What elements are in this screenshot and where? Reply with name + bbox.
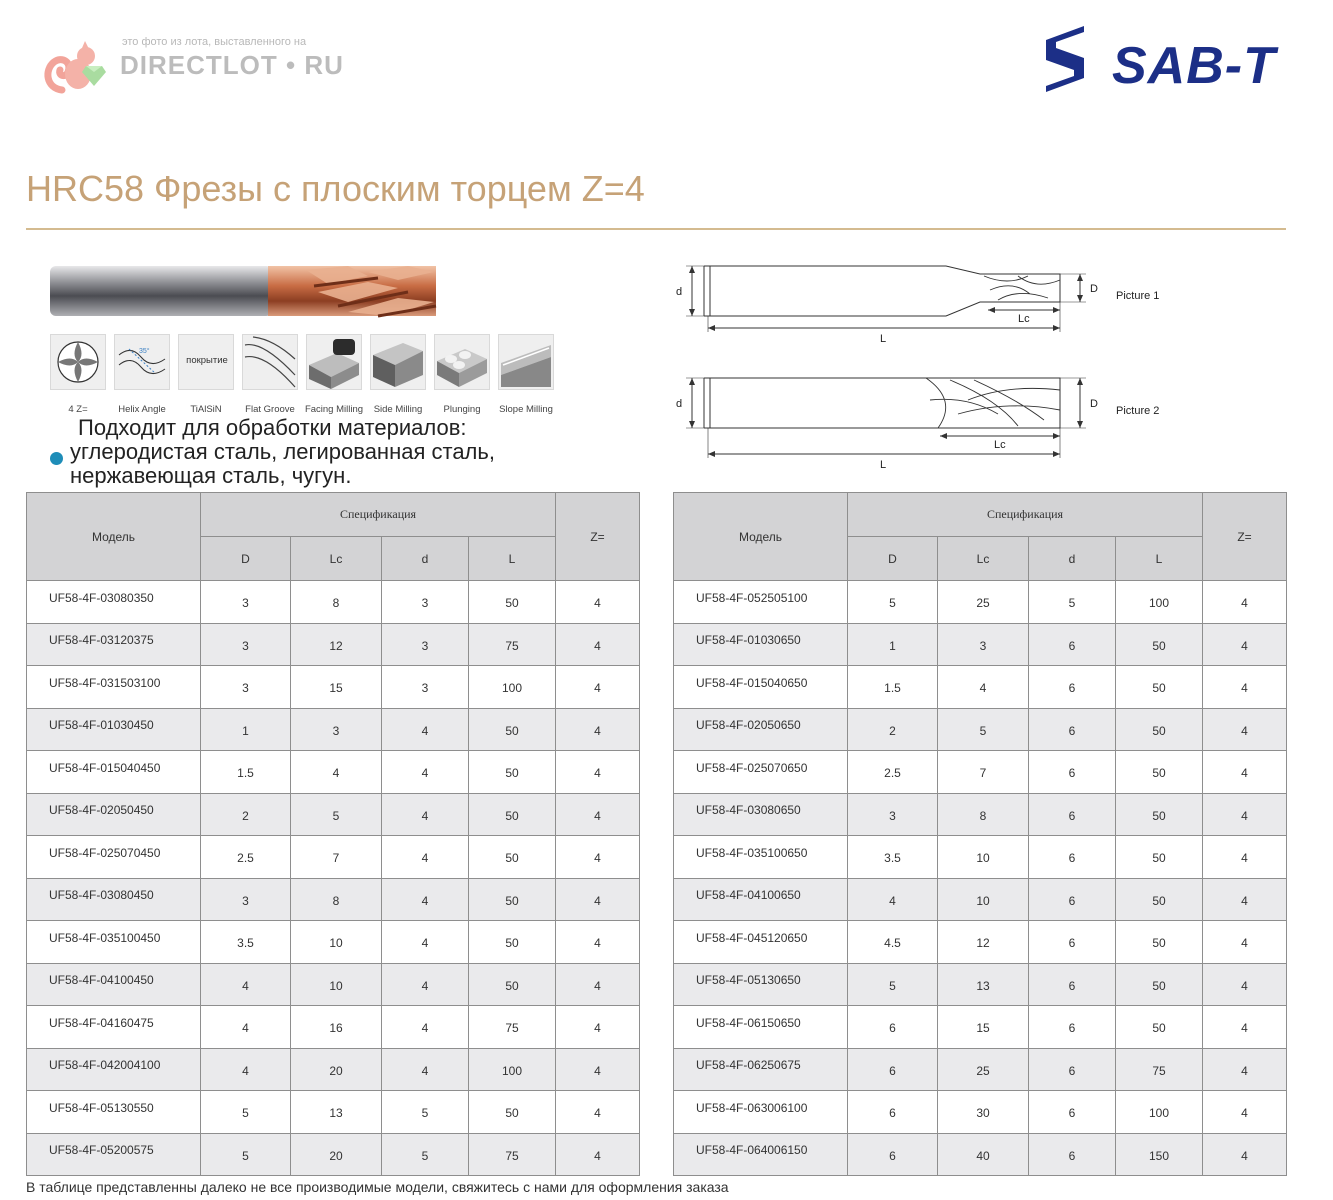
cell-D: 2 xyxy=(848,708,938,751)
helix-angle-icon xyxy=(114,334,170,390)
flat-groove-icon xyxy=(242,334,298,390)
flute-cross-section-icon xyxy=(50,334,106,390)
cell-Lc: 12 xyxy=(291,623,382,666)
cell-model: UF58-4F-03080650 xyxy=(674,793,848,836)
cell-D: 5 xyxy=(848,963,938,1006)
coating-text: покрытие xyxy=(186,355,228,366)
cell-D: 1 xyxy=(201,708,291,751)
cell-Lc: 30 xyxy=(938,1091,1029,1134)
cell-Lc: 25 xyxy=(938,1048,1029,1091)
watermark-brand: DIRECTLOT • RU xyxy=(120,50,344,80)
cell-d: 4 xyxy=(382,708,469,751)
cell-z: 4 xyxy=(1203,1006,1287,1049)
cell-D: 4 xyxy=(201,963,291,1006)
table-row xyxy=(674,623,1287,666)
feature-label-helix: Helix Angle xyxy=(118,404,166,415)
materials-text xyxy=(70,416,495,488)
cell-model: UF58-4F-063006100 xyxy=(674,1091,848,1134)
cell-model: UF58-4F-015040450 xyxy=(27,751,201,794)
cell-model: UF58-4F-03120375 xyxy=(27,623,201,666)
end-mill-photo xyxy=(48,262,440,320)
cell-model: UF58-4F-04100450 xyxy=(27,963,201,1006)
dimension-diagram xyxy=(668,250,1188,472)
cell-D: 2 xyxy=(201,793,291,836)
cell-d: 4 xyxy=(382,836,469,879)
feature-label-side: Side Milling xyxy=(373,404,423,415)
pic1-d-label: d xyxy=(676,286,683,298)
cell-L: 50 xyxy=(1116,836,1203,879)
feature-label-slope: Slope Milling xyxy=(499,404,553,415)
pic2-D-label: D xyxy=(1090,398,1098,410)
header-spec: Спецификация xyxy=(201,493,556,537)
cell-D: 6 xyxy=(848,1133,938,1176)
cell-Lc: 5 xyxy=(938,708,1029,751)
cell-L: 50 xyxy=(469,836,556,879)
cell-Lc: 10 xyxy=(938,878,1029,921)
cell-model: UF58-4F-05130650 xyxy=(674,963,848,1006)
header-z: Z= xyxy=(556,493,640,581)
table-row xyxy=(27,666,640,709)
header-model: Модель xyxy=(27,493,201,581)
cell-model: UF58-4F-025070450 xyxy=(27,836,201,879)
cell-z: 4 xyxy=(1203,963,1287,1006)
cell-Lc: 16 xyxy=(291,1006,382,1049)
pic1-D-label: D xyxy=(1090,283,1098,295)
cell-z: 4 xyxy=(556,581,640,624)
cell-model: UF58-4F-06150650 xyxy=(674,1006,848,1049)
coating-icon xyxy=(178,334,234,390)
side-milling-icon xyxy=(370,334,426,390)
cell-d: 4 xyxy=(382,1048,469,1091)
table-row xyxy=(674,1048,1287,1091)
cell-L: 50 xyxy=(1116,751,1203,794)
cell-D: 3 xyxy=(201,666,291,709)
table-row xyxy=(27,1006,640,1049)
cell-z: 4 xyxy=(556,623,640,666)
feature-icons xyxy=(48,334,568,420)
cell-z: 4 xyxy=(556,878,640,921)
cell-D: 1.5 xyxy=(201,751,291,794)
cell-model: UF58-4F-045120650 xyxy=(674,921,848,964)
table-row xyxy=(674,751,1287,794)
cell-D: 1.5 xyxy=(848,666,938,709)
cell-Lc: 10 xyxy=(291,963,382,1006)
table-row xyxy=(674,1091,1287,1134)
helix-angle-value: 35° xyxy=(139,348,150,355)
cell-Lc: 3 xyxy=(938,623,1029,666)
cell-L: 50 xyxy=(469,751,556,794)
cell-D: 4 xyxy=(201,1006,291,1049)
table-row xyxy=(674,921,1287,964)
cell-d: 5 xyxy=(1029,581,1116,624)
cell-Lc: 13 xyxy=(938,963,1029,1006)
cell-model: UF58-4F-064006150 xyxy=(674,1133,848,1176)
cell-z: 4 xyxy=(556,963,640,1006)
cell-Lc: 8 xyxy=(938,793,1029,836)
cell-model: UF58-4F-042004100 xyxy=(27,1048,201,1091)
title-divider xyxy=(26,228,1286,230)
cell-Lc: 3 xyxy=(291,708,382,751)
pic2-d-label: d xyxy=(676,398,683,410)
feature-label-flutes: 4 Z= xyxy=(68,404,88,415)
header-D: D xyxy=(201,537,291,581)
table-row xyxy=(674,878,1287,921)
cell-D: 6 xyxy=(848,1091,938,1134)
cell-d: 6 xyxy=(1029,751,1116,794)
cell-L: 50 xyxy=(469,708,556,751)
cell-z: 4 xyxy=(556,1006,640,1049)
cell-z: 4 xyxy=(1203,581,1287,624)
cell-L: 100 xyxy=(1116,581,1203,624)
cell-model: UF58-4F-025070650 xyxy=(674,751,848,794)
cell-d: 6 xyxy=(1029,1091,1116,1134)
cell-d: 6 xyxy=(1029,963,1116,1006)
header-Lc: Lc xyxy=(291,537,382,581)
cell-model: UF58-4F-02050650 xyxy=(674,708,848,751)
cell-L: 50 xyxy=(469,921,556,964)
materials-list-2: нержавеющая сталь, чугун. xyxy=(70,463,352,488)
cell-D: 3.5 xyxy=(848,836,938,879)
table-row xyxy=(27,836,640,879)
feature-label-flat-groove: Flat Groove xyxy=(245,404,295,415)
cell-z: 4 xyxy=(1203,1048,1287,1091)
cell-L: 50 xyxy=(1116,1006,1203,1049)
cell-Lc: 7 xyxy=(291,836,382,879)
cell-model: UF58-4F-015040650 xyxy=(674,666,848,709)
cell-d: 4 xyxy=(382,921,469,964)
cell-model: UF58-4F-02050450 xyxy=(27,793,201,836)
cell-z: 4 xyxy=(556,751,640,794)
logo-text: SAB-T xyxy=(1112,37,1276,95)
cell-z: 4 xyxy=(556,1091,640,1134)
cell-L: 50 xyxy=(1116,793,1203,836)
cell-D: 3 xyxy=(201,581,291,624)
header-d: d xyxy=(1029,537,1116,581)
table-row xyxy=(27,708,640,751)
cell-model: UF58-4F-035100650 xyxy=(674,836,848,879)
cell-d: 6 xyxy=(1029,1133,1116,1176)
cell-D: 3 xyxy=(201,878,291,921)
cell-L: 50 xyxy=(1116,623,1203,666)
table-row xyxy=(27,878,640,921)
cell-L: 50 xyxy=(469,878,556,921)
cell-L: 100 xyxy=(469,666,556,709)
cell-Lc: 13 xyxy=(291,1091,382,1134)
table-row xyxy=(674,963,1287,1006)
cell-D: 1 xyxy=(848,623,938,666)
materials-list-1: углеродистая сталь, легированная сталь, xyxy=(70,439,495,464)
cell-D: 5 xyxy=(848,581,938,624)
cell-D: 6 xyxy=(848,1048,938,1091)
cell-L: 50 xyxy=(1116,708,1203,751)
cell-d: 3 xyxy=(382,666,469,709)
cell-Lc: 5 xyxy=(291,793,382,836)
cell-Lc: 4 xyxy=(938,666,1029,709)
cell-D: 2.5 xyxy=(848,751,938,794)
cell-L: 100 xyxy=(1116,1091,1203,1134)
cell-z: 4 xyxy=(1203,1133,1287,1176)
cell-d: 6 xyxy=(1029,836,1116,879)
cell-Lc: 4 xyxy=(291,751,382,794)
cell-L: 50 xyxy=(1116,963,1203,1006)
table-row xyxy=(674,793,1287,836)
cell-L: 75 xyxy=(1116,1048,1203,1091)
cell-d: 6 xyxy=(1029,878,1116,921)
cell-model: UF58-4F-04160475 xyxy=(27,1006,201,1049)
cell-z: 4 xyxy=(556,793,640,836)
cell-z: 4 xyxy=(1203,836,1287,879)
table-row xyxy=(27,1133,640,1176)
table-row xyxy=(27,581,640,624)
cell-L: 75 xyxy=(469,623,556,666)
cell-d: 6 xyxy=(1029,1006,1116,1049)
cell-model: UF58-4F-01030650 xyxy=(674,623,848,666)
cell-d: 3 xyxy=(382,581,469,624)
cell-z: 4 xyxy=(556,1133,640,1176)
cell-Lc: 15 xyxy=(291,666,382,709)
cell-d: 6 xyxy=(1029,793,1116,836)
cell-L: 50 xyxy=(469,793,556,836)
cell-model: UF58-4F-035100450 xyxy=(27,921,201,964)
cell-L: 50 xyxy=(469,581,556,624)
cell-d: 6 xyxy=(1029,921,1116,964)
table-row xyxy=(674,581,1287,624)
pic1-L-label: L xyxy=(880,333,887,345)
cell-model: UF58-4F-03080450 xyxy=(27,878,201,921)
cell-d: 6 xyxy=(1029,623,1116,666)
cell-z: 4 xyxy=(556,666,640,709)
table-row xyxy=(27,793,640,836)
cell-z: 4 xyxy=(1203,793,1287,836)
cell-L: 50 xyxy=(1116,921,1203,964)
cell-D: 4 xyxy=(201,1048,291,1091)
cell-L: 100 xyxy=(469,1048,556,1091)
table-row xyxy=(674,1133,1287,1176)
cell-Lc: 7 xyxy=(938,751,1029,794)
cell-d: 6 xyxy=(1029,666,1116,709)
cell-d: 6 xyxy=(1029,708,1116,751)
header-Lc: Lc xyxy=(938,537,1029,581)
cell-Lc: 15 xyxy=(938,1006,1029,1049)
spec-table-left xyxy=(26,492,640,1176)
cell-L: 50 xyxy=(1116,878,1203,921)
cell-z: 4 xyxy=(556,708,640,751)
cell-L: 75 xyxy=(469,1006,556,1049)
bullet-icon xyxy=(50,452,63,465)
cell-d: 4 xyxy=(382,963,469,1006)
spec-table-right xyxy=(673,492,1287,1176)
table-row xyxy=(27,751,640,794)
cell-D: 5 xyxy=(201,1091,291,1134)
spec-table-right-body xyxy=(674,581,1287,1176)
squirrel-icon xyxy=(42,40,108,94)
cell-D: 3.5 xyxy=(201,921,291,964)
table-row xyxy=(27,623,640,666)
cell-z: 4 xyxy=(556,1048,640,1091)
picture-2-drawing xyxy=(676,378,1159,471)
cell-z: 4 xyxy=(556,921,640,964)
picture-2-caption: Picture 2 xyxy=(1116,405,1160,417)
cell-z: 4 xyxy=(1203,666,1287,709)
cell-Lc: 10 xyxy=(938,836,1029,879)
cell-D: 5 xyxy=(201,1133,291,1176)
cell-L: 50 xyxy=(469,963,556,1006)
cell-z: 4 xyxy=(1203,1091,1287,1134)
cell-z: 4 xyxy=(556,836,640,879)
cell-model: UF58-4F-052505100 xyxy=(674,581,848,624)
slope-milling-icon xyxy=(498,334,554,390)
cell-Lc: 12 xyxy=(938,921,1029,964)
cell-z: 4 xyxy=(1203,623,1287,666)
cell-L: 50 xyxy=(469,1091,556,1134)
header-L: L xyxy=(1116,537,1203,581)
table-row xyxy=(27,1048,640,1091)
cell-d: 6 xyxy=(1029,1048,1116,1091)
cell-Lc: 40 xyxy=(938,1133,1029,1176)
header-L: L xyxy=(469,537,556,581)
cell-model: UF58-4F-05130550 xyxy=(27,1091,201,1134)
cell-d: 4 xyxy=(382,878,469,921)
page-title: HRC58 Фрезы с плоским торцем Z=4 xyxy=(26,168,645,209)
spec-table-left-body xyxy=(27,581,640,1176)
facing-milling-icon xyxy=(306,334,362,390)
cell-d: 4 xyxy=(382,793,469,836)
footnote: В таблице представленны далеко не все производимые модели, свяжитесь с нами для оформления заказа xyxy=(26,1179,729,1195)
cell-D: 4.5 xyxy=(848,921,938,964)
cell-L: 50 xyxy=(1116,666,1203,709)
header-z: Z= xyxy=(1203,493,1287,581)
cell-model: UF58-4F-06250675 xyxy=(674,1048,848,1091)
watermark-tagline: это фото из лота, выставленного на xyxy=(122,36,307,48)
picture-1-caption: Picture 1 xyxy=(1116,290,1160,302)
cell-Lc: 20 xyxy=(291,1048,382,1091)
header-D: D xyxy=(848,537,938,581)
cell-Lc: 10 xyxy=(291,921,382,964)
header-model: Модель xyxy=(674,493,848,581)
cell-model: UF58-4F-05200575 xyxy=(27,1133,201,1176)
cell-D: 3 xyxy=(848,793,938,836)
cell-Lc: 8 xyxy=(291,878,382,921)
table-row xyxy=(674,666,1287,709)
pic2-Lc-label: Lc xyxy=(994,439,1006,451)
feature-label-plunging: Plunging xyxy=(443,404,481,415)
cell-D: 4 xyxy=(848,878,938,921)
cell-d: 3 xyxy=(382,623,469,666)
watermark xyxy=(42,36,362,96)
cell-z: 4 xyxy=(1203,878,1287,921)
cell-d: 4 xyxy=(382,1006,469,1049)
cell-L: 75 xyxy=(469,1133,556,1176)
cell-Lc: 25 xyxy=(938,581,1029,624)
table-row xyxy=(27,921,640,964)
table-row xyxy=(674,1006,1287,1049)
sab-t-logo-mark-icon xyxy=(1040,22,1090,94)
cell-d: 4 xyxy=(382,751,469,794)
cell-d: 5 xyxy=(382,1133,469,1176)
cell-Lc: 20 xyxy=(291,1133,382,1176)
feature-label-coating: TiAlSiN xyxy=(190,404,222,415)
cell-D: 2.5 xyxy=(201,836,291,879)
picture-1-drawing xyxy=(676,266,1159,345)
cell-z: 4 xyxy=(1203,708,1287,751)
plunging-icon xyxy=(434,334,490,390)
materials-heading: Подходит для обработки материалов: xyxy=(78,415,467,440)
table-row xyxy=(674,708,1287,751)
cell-Lc: 8 xyxy=(291,581,382,624)
sab-t-logo xyxy=(1040,22,1290,94)
pic2-L-label: L xyxy=(880,459,887,471)
pic1-Lc-label: Lc xyxy=(1018,313,1030,325)
header-d: d xyxy=(382,537,469,581)
cell-L: 150 xyxy=(1116,1133,1203,1176)
cell-D: 3 xyxy=(201,623,291,666)
table-row xyxy=(27,1091,640,1134)
header-spec: Спецификация xyxy=(848,493,1203,537)
table-row xyxy=(674,836,1287,879)
cell-model: UF58-4F-04100650 xyxy=(674,878,848,921)
feature-label-facing: Facing Milling xyxy=(304,404,364,415)
cell-z: 4 xyxy=(1203,751,1287,794)
cell-d: 5 xyxy=(382,1091,469,1134)
cell-z: 4 xyxy=(1203,921,1287,964)
cell-model: UF58-4F-01030450 xyxy=(27,708,201,751)
cell-model: UF58-4F-031503100 xyxy=(27,666,201,709)
cell-model: UF58-4F-03080350 xyxy=(27,581,201,624)
table-row xyxy=(27,963,640,1006)
cell-D: 6 xyxy=(848,1006,938,1049)
